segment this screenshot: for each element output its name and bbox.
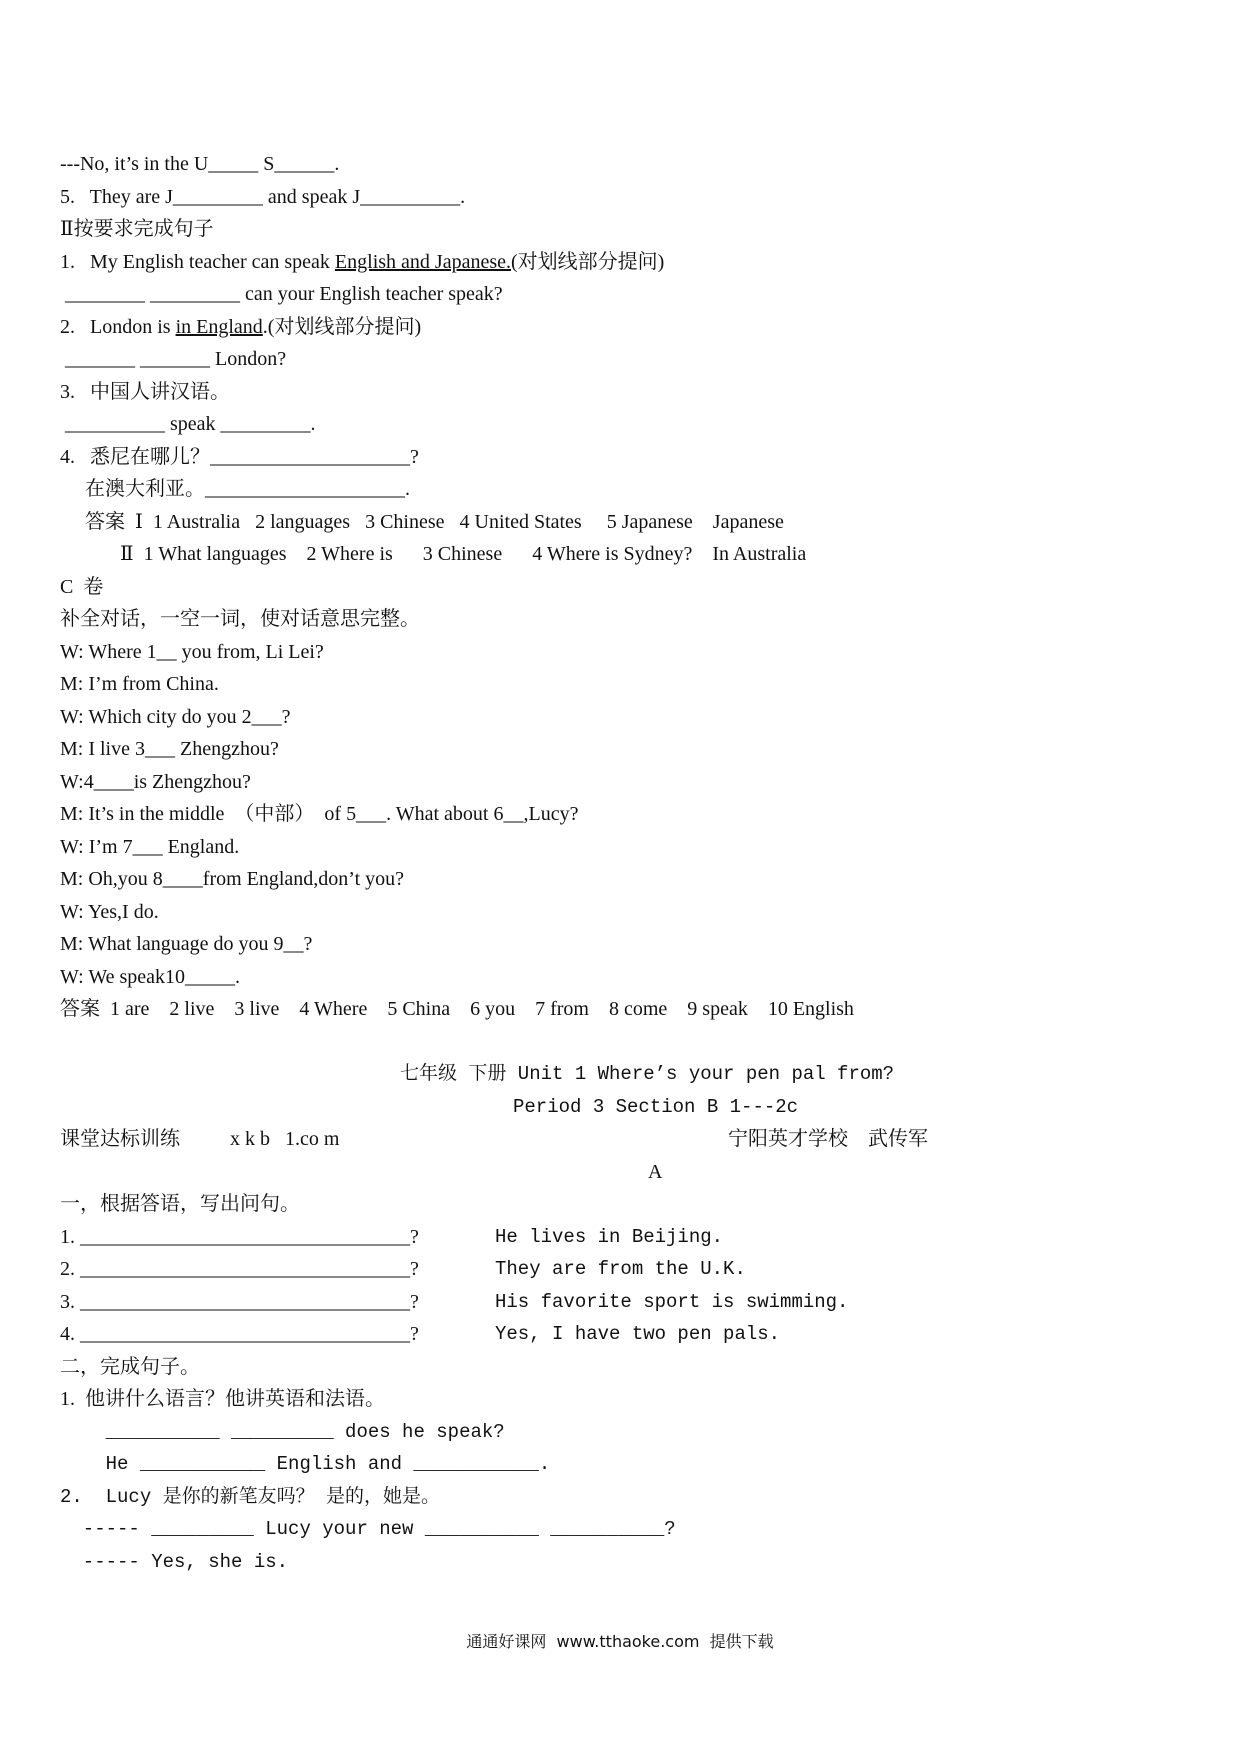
part-c-instruction: 补全对话，一空一词，使对话意思完整。 <box>60 608 420 630</box>
question-1 <box>60 250 664 274</box>
part-c-title: C 卷 <box>60 576 104 598</box>
dialogue-line: W: We speak10_____. <box>60 966 241 988</box>
dialogue-line: W: Yes,I do. <box>60 901 159 923</box>
answers-line2: Ⅱ 1 What languages 2 Where is 3 Chinese 4 Where is Sydney? In Australia <box>60 543 807 565</box>
part-c-answers: 答案 1 are 2 live 3 live 4 Where 5 China 6 you 7 from 8 come 9 speak 10 English <box>60 998 854 1020</box>
q2-suffix: .(对划线部分提问) <box>262 316 422 338</box>
q1-suffix: (对划线部分提问) <box>511 251 665 273</box>
item5: 5. They are J_________ and speak J__________. <box>60 186 466 208</box>
q1-prefix: 1. My English teacher can speak <box>60 251 335 273</box>
dialogue-line: M: What language do you 9__? <box>60 933 313 955</box>
section1-blank: 2. _________________________________? <box>60 1258 419 1280</box>
section1-answer: They are from the U.K. <box>495 1258 746 1280</box>
period3-left-label: 课堂达标训练 x k b 1.co m <box>60 1128 340 1150</box>
q2-underlined: in England <box>175 316 263 338</box>
answers-line1: 答案 Ⅰ 1 Australia 2 languages 3 Chinese 4 United States 5 Japanese Japanese <box>60 511 784 533</box>
section2-title: 二，完成句子。 <box>60 1356 200 1378</box>
question-4: 4. 悉尼在哪儿？____________________? <box>60 446 419 468</box>
period3-school: 宁阳英才学校 武传军 <box>728 1128 928 1150</box>
s2-question-2: 2. Lucy 是你的新笔友吗？ 是的，她是。 <box>60 1486 441 1508</box>
q1-underlined: English and Japanese. <box>334 251 511 273</box>
s2-q2-line2: ----- Yes, she is. <box>60 1551 289 1573</box>
section2-title: Ⅱ按要求完成句子 <box>60 218 214 240</box>
dialogue-line: W: Which city do you 2___? <box>60 706 291 728</box>
dialogue-line: W: Where 1__ you from, Li Lei? <box>60 641 324 663</box>
period3-subtitle: Period 3 Section B 1---2c <box>513 1096 799 1118</box>
s2-q1-line2: He ___________ English and ___________. <box>60 1453 551 1475</box>
dialogue-line: M: I live 3___ Zhengzhou? <box>60 738 279 760</box>
item4-answer: ---No, it’s in the U_____ S______. <box>60 153 340 175</box>
section1-answer: His favorite sport is swimming. <box>495 1291 849 1313</box>
q1-answer-line: ________ _________ can your English teacher speak? <box>60 283 503 305</box>
q2-prefix: 2. London is <box>60 316 176 338</box>
question-3: 3. 中国人讲汉语。 <box>60 381 230 403</box>
section1-blank: 4. _________________________________? <box>60 1323 419 1345</box>
q3-answer-line: __________ speak _________. <box>60 413 316 435</box>
q4-line2: 在澳大利亚。____________________. <box>60 478 410 500</box>
question-2 <box>60 315 421 339</box>
period3-title: 七年级 下册 Unit 1 Where’s your pen pal from? <box>400 1063 895 1085</box>
s2-q1-line1: __________ _________ does he speak? <box>60 1421 505 1443</box>
section1-answer: Yes, I have two pen pals. <box>495 1323 781 1345</box>
section1-title: 一，根据答语，写出问句。 <box>60 1193 300 1215</box>
section1-blank: 1. _________________________________? <box>60 1226 419 1248</box>
section1-answer: He lives in Beijing. <box>495 1226 724 1248</box>
dialogue-line: M: Oh,you 8____from England,don’t you? <box>60 868 405 890</box>
dialogue-line: M: I’m from China. <box>60 673 219 695</box>
dialogue-line: M: It’s in the middle （中部） of 5___. What about 6__,Lucy? <box>60 803 579 825</box>
dialogue-line: W:4____is Zhengzhou? <box>60 771 251 793</box>
page-footer: 通通好课网 www.tthaoke.com 提供下载 <box>466 1632 774 1651</box>
s2-question-1: 1. 他讲什么语言？他讲英语和法语。 <box>60 1388 385 1410</box>
q2-answer-line: _______ _______ London? <box>60 348 287 370</box>
dialogue-line: W: I’m 7___ England. <box>60 836 240 858</box>
period3-level: A <box>648 1161 663 1183</box>
s2-q2-line1: ----- _________ Lucy your new __________ __________? <box>60 1518 676 1540</box>
section1-blank: 3. _________________________________? <box>60 1291 419 1313</box>
